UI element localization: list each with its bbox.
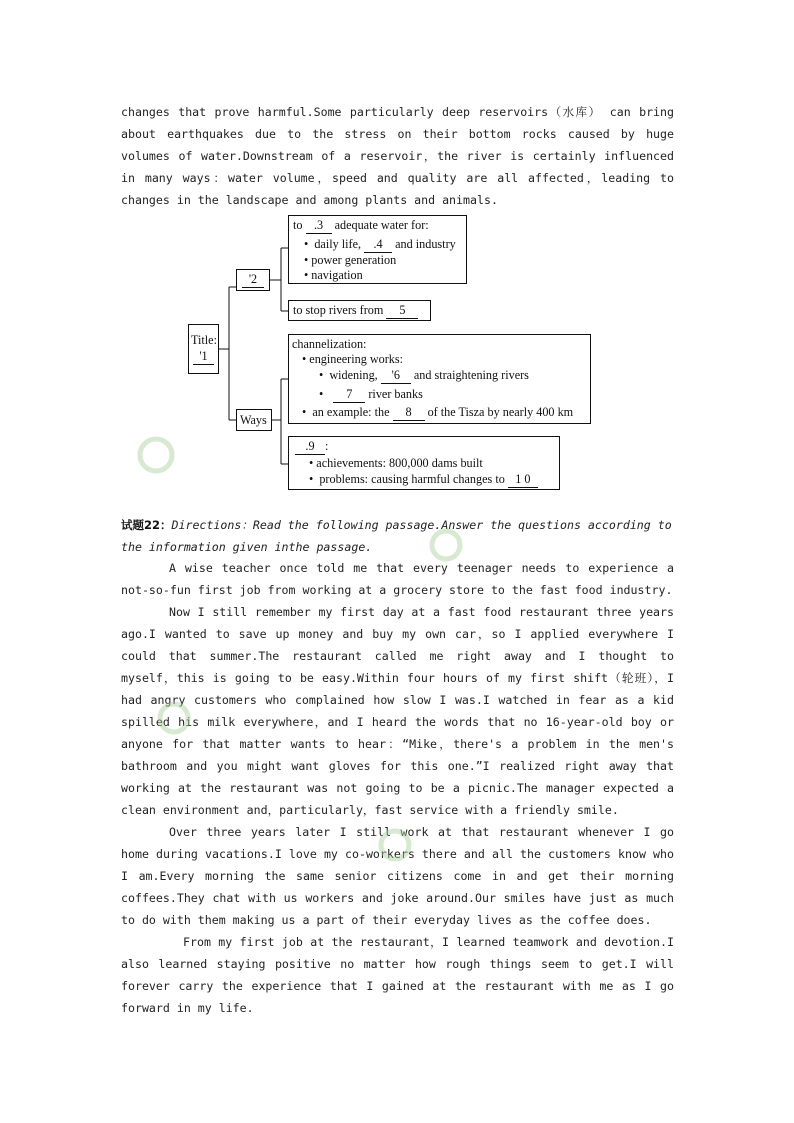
paragraph-line: A wise teacher once told me that every teenager needs to experience a xyxy=(169,561,674,575)
passage-paragraph-3 xyxy=(121,821,674,931)
paragraph-line: clean environment and，particularly，fast service with a friendly smile. xyxy=(121,803,619,817)
dams-item-text: problems: causing harmful changes to xyxy=(319,472,505,486)
blank-1: '1 xyxy=(193,349,214,365)
paragraph-line: changes that prove harmful.Some particularly deep reservoirs（水库） can bring xyxy=(121,105,674,119)
channel-example-text: of the Tisza by nearly 400 km xyxy=(427,405,574,419)
paragraph-line: to do with them making us a part of their everyday lives as the coffee does. xyxy=(121,913,652,927)
paragraph-line: home during vacations.I love my co-workers there and all the customers know who xyxy=(121,847,674,861)
paragraph-line: changes in the landscape and among plants and animals. xyxy=(121,193,498,207)
paragraph-line: Over three years later I still work at that restaurant whenever I go xyxy=(169,825,674,839)
paragraph-line: working at the restaurant was not going to be a picnic.The manager expected a xyxy=(121,781,674,795)
question-heading xyxy=(121,514,681,558)
paragraph-line: anyone for that matter wants to hear：“Mike，there's a problem in the men's xyxy=(121,737,674,751)
purpose-item-text: and industry xyxy=(395,237,456,251)
diagram-title-box xyxy=(188,324,219,374)
channel-example-text: an example: the xyxy=(312,405,390,419)
channel-item-text: and straightening rivers xyxy=(413,368,529,382)
blank-7: 7 xyxy=(333,387,365,403)
purpose-item xyxy=(304,268,363,283)
blank-3: .3 xyxy=(306,218,332,234)
paragraph-line: Now I still remember my first day at a fast food restaurant three years xyxy=(169,605,674,619)
paragraph-line: had angry customers who complained how slow I was.I watched in fear as a kid xyxy=(121,693,674,707)
question-directions: Directions：Read the following passage.Answer the questions according to the information given inthe passage. xyxy=(121,518,672,554)
blank-2: '2 xyxy=(242,272,264,288)
blank-5: 5 xyxy=(386,303,418,319)
paragraph-line: bathroom and you might want gloves for this one.”I realized right away that xyxy=(121,759,674,773)
purpose-prefix: to xyxy=(293,218,303,232)
paragraph-line: coffees.They chat with us workers and joke around.Our smiles have just as much xyxy=(121,891,674,905)
paragraph-line: forward in my life. xyxy=(121,1001,254,1015)
blank-8: 8 xyxy=(393,405,425,421)
paragraph-line: From my first job at the restaurant，I learned teamwork and devotion.I xyxy=(183,935,674,949)
dams-colon: : xyxy=(325,439,329,453)
channel-heading: channelization: xyxy=(292,337,367,351)
dams-item-text: achievements: 800,000 dams built xyxy=(316,456,483,470)
purpose-box xyxy=(288,215,467,284)
stop-prefix: to stop rivers from xyxy=(293,303,384,317)
paragraph-line: also learned staying positive no matter how rough things seem to get.I will xyxy=(121,957,674,971)
branch-blank-box xyxy=(236,269,270,291)
question-label: 试题22： xyxy=(121,518,172,532)
paragraph-line: I am.Every morning the same senior citizens come in and get their morning xyxy=(121,869,674,883)
purpose-item-text: power generation xyxy=(311,253,397,267)
purpose-item-text: daily life, xyxy=(314,237,362,251)
dams-item xyxy=(309,472,538,488)
blank-10: 1 0 xyxy=(508,472,538,488)
channel-item xyxy=(319,368,529,384)
passage-paragraph-1 xyxy=(121,557,674,601)
channel-example xyxy=(302,405,573,421)
title-label: Title: xyxy=(191,333,217,347)
blank-9: .9 xyxy=(295,439,325,455)
channel-sub-heading-text: engineering works: xyxy=(309,352,404,366)
blank-4: .4 xyxy=(364,237,392,253)
blank-6: '6 xyxy=(381,368,411,384)
channel-item-text: river banks xyxy=(368,387,423,401)
paragraph-line: could that summer.The restaurant called me right away and I thought to xyxy=(121,649,674,663)
channelization-box xyxy=(288,334,591,424)
paragraph-line: volumes of water.Downstream of a reservoir，the river is certainly influenced xyxy=(121,149,674,163)
ways-box xyxy=(236,409,272,431)
purpose-suffix: adequate water for: xyxy=(334,218,429,232)
passage-paragraph-4 xyxy=(121,931,674,1019)
paragraph-line: myself，this is going to be easy.Within four hours of my first shift（轮班），I xyxy=(121,671,674,685)
paragraph-line: ago.I wanted to save up money and buy my own car，so I applied everywhere I xyxy=(121,627,674,641)
paragraph-line: spilled his milk everywhere，and I heard the words that no 16-year-old boy or xyxy=(121,715,674,729)
paragraph-line: about earthquakes due to the stress on their bottom rocks caused by huge xyxy=(121,127,674,141)
purpose-item xyxy=(304,237,456,253)
channel-item xyxy=(319,387,423,403)
paragraph-line: in many ways：water volume，speed and quality are all affected，leading to xyxy=(121,171,674,185)
passage-paragraph-2 xyxy=(121,601,674,821)
dams-box xyxy=(288,436,560,490)
paragraph-line: forever carry the experience that I gained at the restaurant with me as I go xyxy=(121,979,674,993)
paragraph-line: not-so-fun first job from working at a grocery store to the fast food industry. xyxy=(121,583,673,597)
purpose-item-text: navigation xyxy=(311,268,363,282)
stop-rivers-box xyxy=(288,300,431,321)
purpose-item xyxy=(304,253,396,268)
channel-item-text: widening, xyxy=(329,368,378,382)
dams-item xyxy=(309,456,483,471)
channel-sub-heading xyxy=(302,352,403,367)
ways-label: Ways xyxy=(240,413,267,427)
